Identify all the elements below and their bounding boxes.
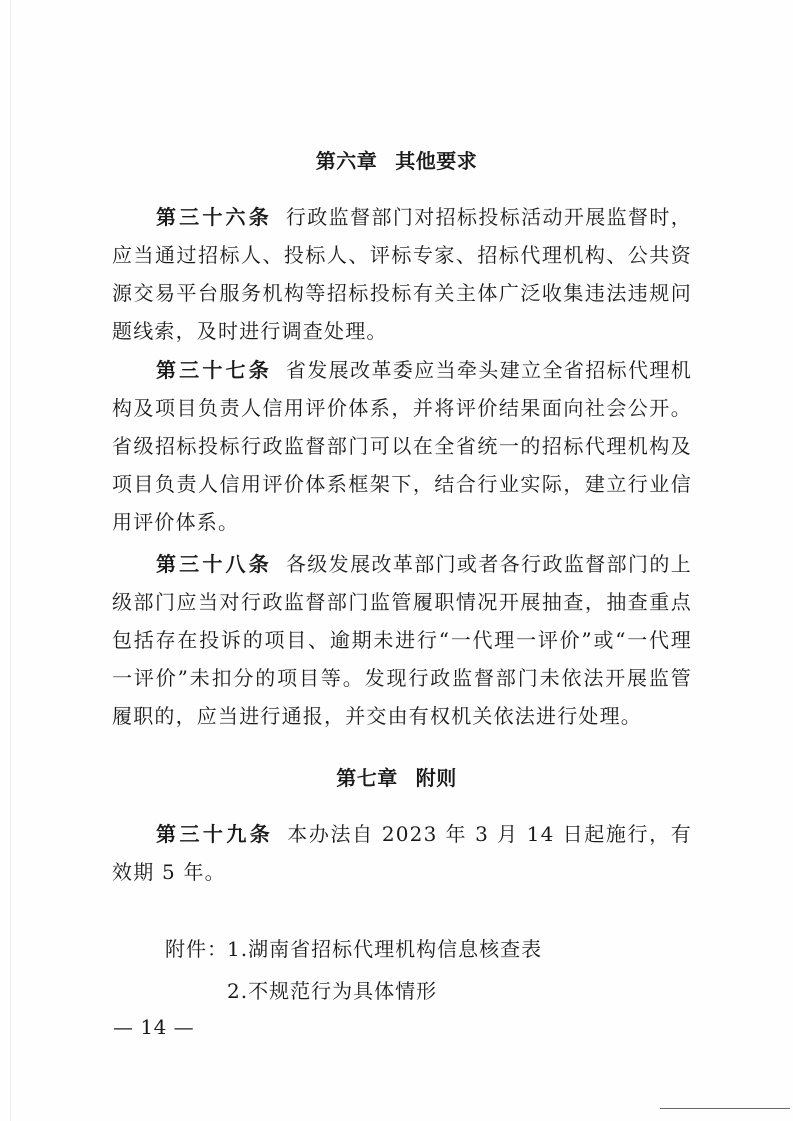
chapter-7-subtitle: 附则 bbox=[415, 766, 457, 790]
article-37-label: 第三十七条 bbox=[156, 358, 272, 382]
article-36-text: 行政监督部门对招标投标活动开展监督时，应当通过招标人、投标人、评标专家、招标代理机构、公共资源交易平台服务机构等招标投标有关主体广泛收集违法违规问题线索，及时进行调查处理。 bbox=[112, 205, 692, 343]
attachment-row-1 bbox=[165, 928, 542, 970]
chapter-7-heading bbox=[0, 762, 793, 791]
article-37-text: 省发展改革委应当牵头建立全省招标代理机构及项目负责人信用评价体系，并将评价结果面向社会公开。省级招标投标行政监督部门可以在全省统一的招标代理机构及项目负责人信用评价体系框架下，结合行业实际，建立行业信用评价体系。 bbox=[112, 358, 692, 534]
chapter-6-title: 第六章 bbox=[315, 149, 378, 173]
attachment-row-2 bbox=[165, 970, 542, 1012]
attachments-prefix: 附件： bbox=[165, 937, 228, 961]
article-39-text: 本办法自 2023 年 3 月 14 日起施行，有效期 5 年。 bbox=[112, 822, 693, 884]
article-36-label: 第三十六条 bbox=[156, 205, 272, 229]
chapter-7-title: 第七章 bbox=[336, 766, 398, 790]
attachment-item-1: 1.湖南省招标代理机构信息核查表 bbox=[227, 937, 543, 961]
article-39 bbox=[112, 815, 692, 891]
article-38-label: 第三十八条 bbox=[156, 552, 272, 576]
article-38 bbox=[112, 545, 692, 735]
article-37 bbox=[112, 351, 692, 541]
attachments-block bbox=[165, 928, 542, 1012]
page-number: — 14 — bbox=[113, 1015, 195, 1039]
article-39-label: 第三十九条 bbox=[156, 822, 274, 846]
article-38-text: 各级发展改革部门或者各行政监督部门的上级部门应当对行政监督部门监管履职情况开展抽查，抽查重点包括存在投诉的项目、逾期未进行“一代理一评价”或“一代理一评价”未扣分的项目等。发现行政监督部门未依法开展监管履职的，应当进行通报，并交由有权机关依法进行处理。 bbox=[112, 552, 692, 728]
chapter-6-heading bbox=[0, 145, 793, 174]
attachment-item-2: 2.不规范行为具体情形 bbox=[227, 979, 438, 1003]
article-36 bbox=[112, 198, 692, 350]
scan-artifact-line bbox=[660, 1108, 790, 1109]
chapter-6-subtitle: 其他要求 bbox=[395, 149, 478, 173]
